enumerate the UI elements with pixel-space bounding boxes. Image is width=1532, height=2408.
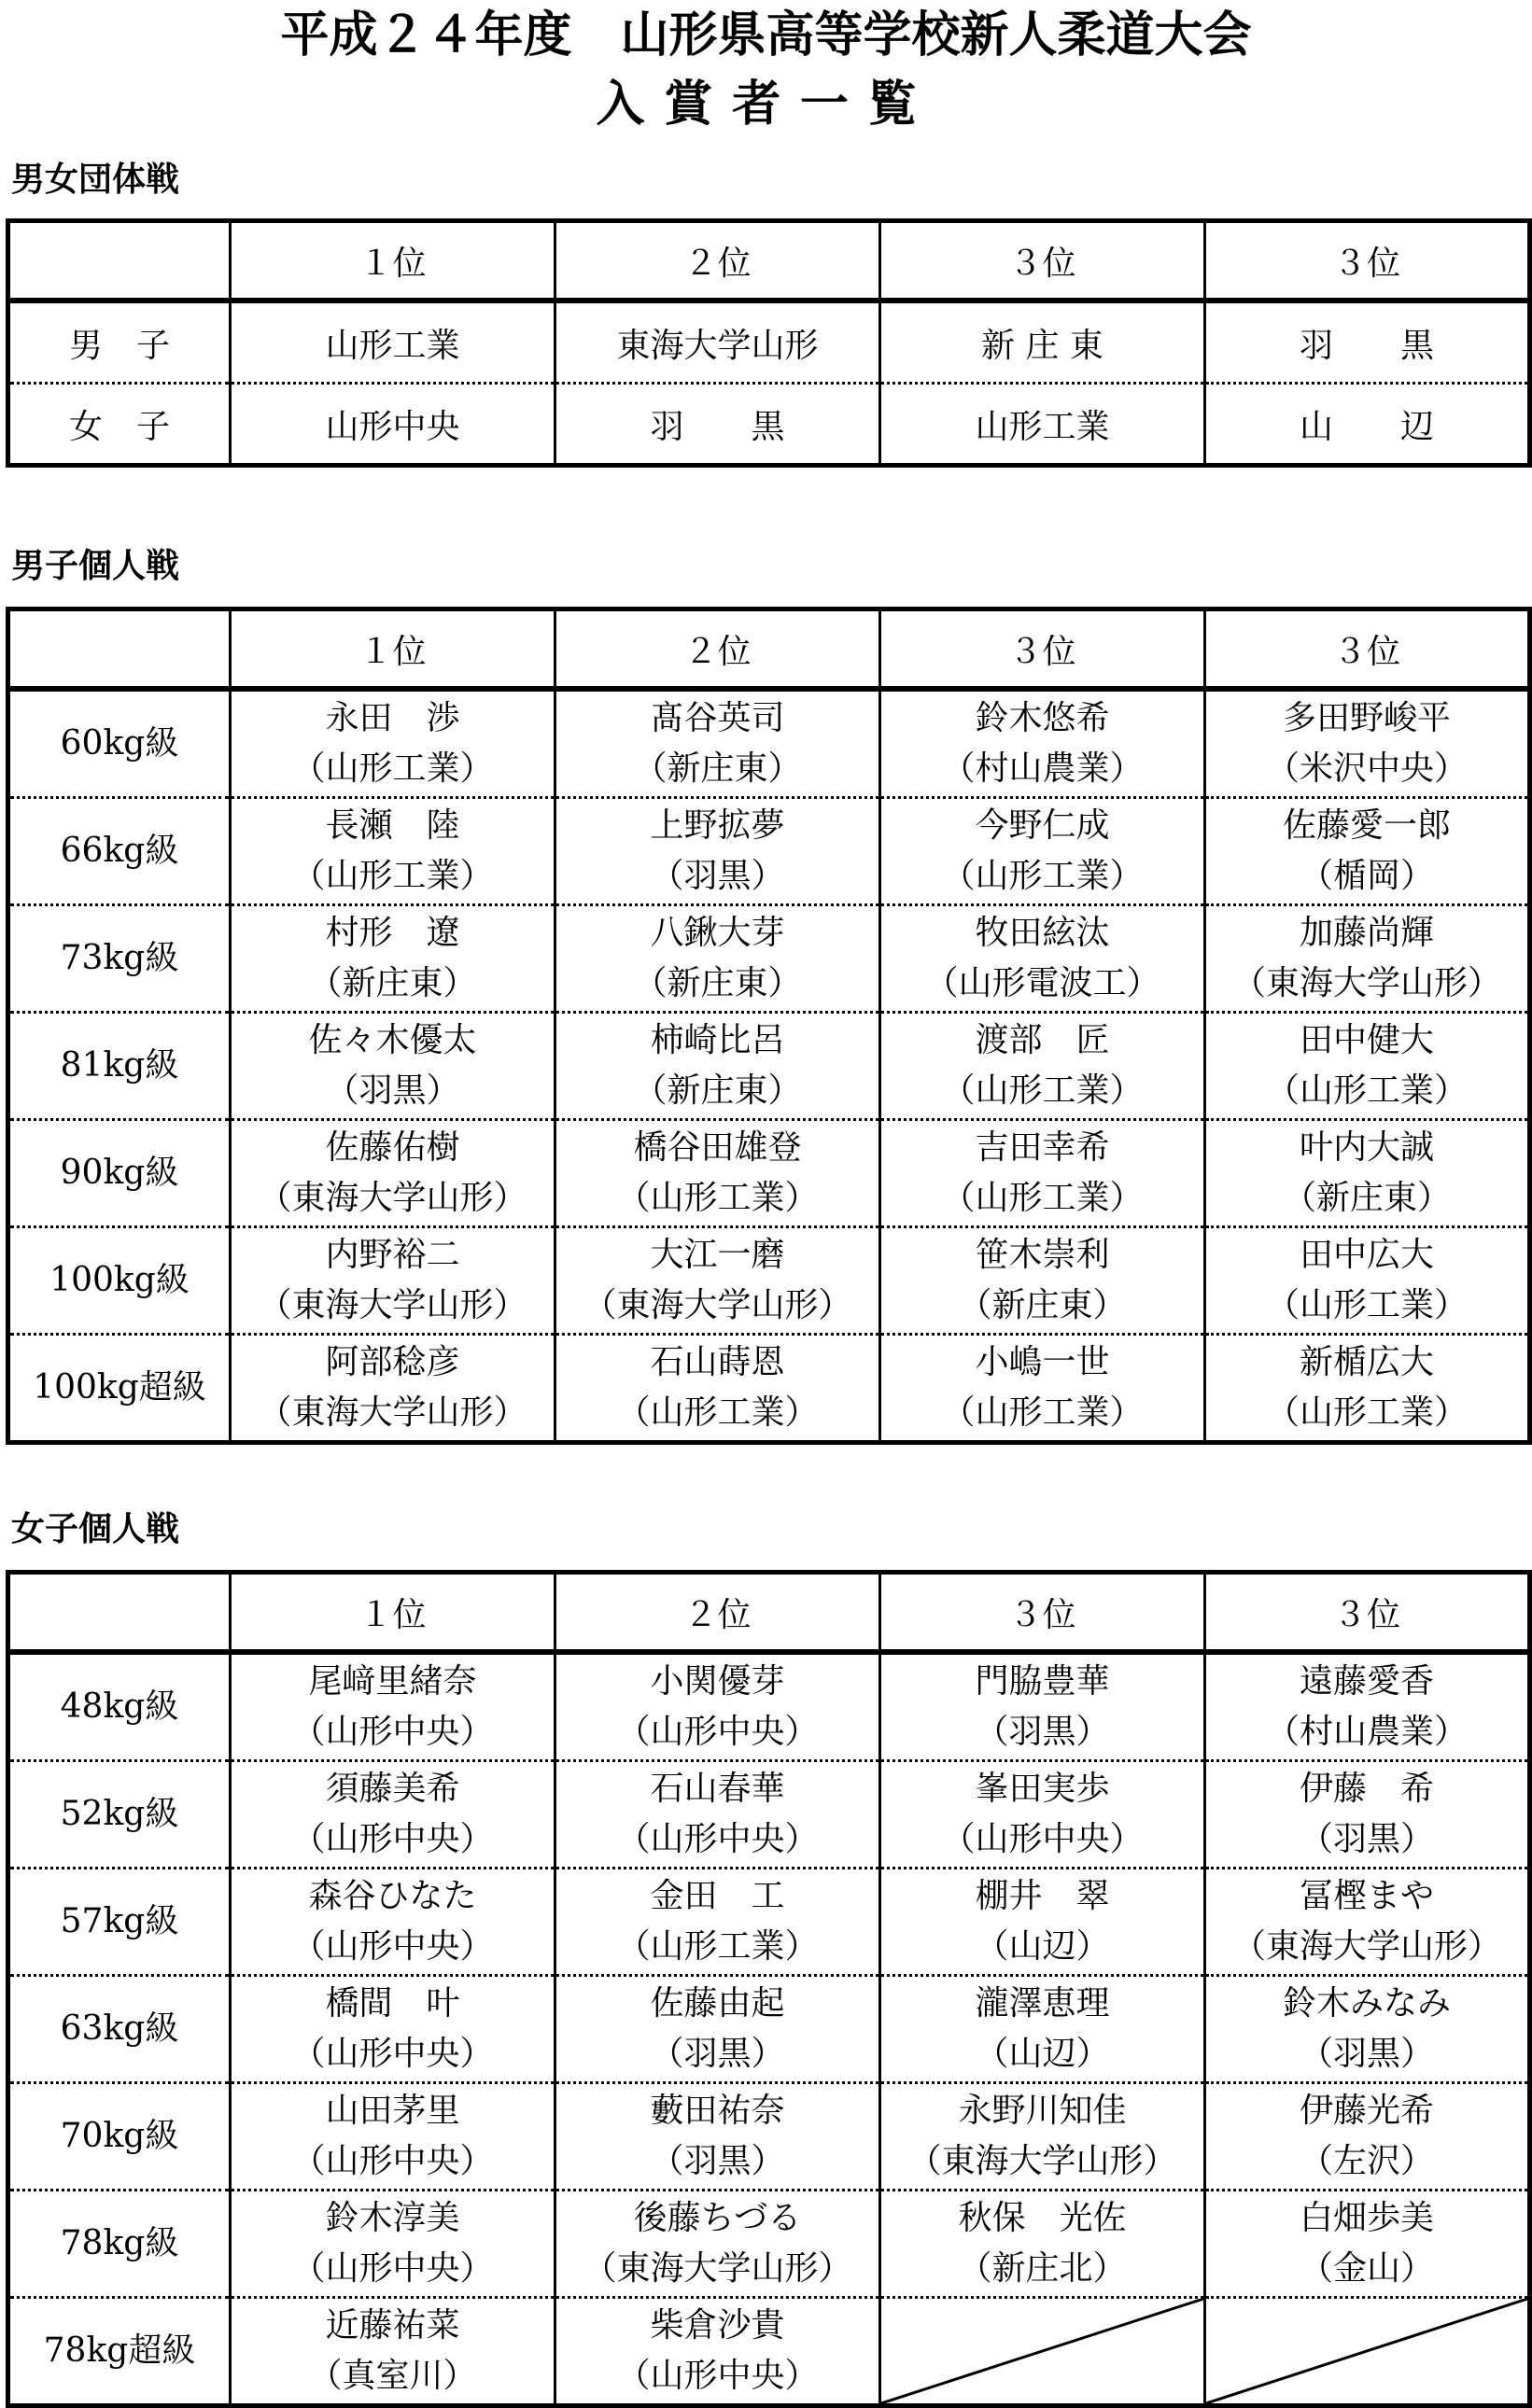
empty-cell-diagonal	[1206, 2299, 1527, 2403]
athlete-name: 瀧澤恵理	[975, 1984, 1110, 2023]
athlete-name: 小嶋一世	[975, 1343, 1110, 1381]
athlete-name: 多田野峻平	[1282, 699, 1451, 737]
athlete-school: （東海大学山形）	[1231, 964, 1501, 1002]
athlete-name: 田中健大	[1299, 1021, 1434, 1059]
athlete-name: 新楯広大	[1299, 1343, 1434, 1381]
athlete-name: 伊藤 希	[1299, 1770, 1434, 1808]
athlete-school: （新庄北）	[958, 2249, 1127, 2288]
athlete-school: （山形工業）	[616, 1927, 819, 1966]
athlete-name: 叶内大誠	[1299, 1128, 1434, 1167]
athlete-name: 石山春華	[650, 1770, 785, 1808]
header-place-3: ３位	[880, 221, 1205, 301]
athlete-school: （山辺）	[975, 2035, 1110, 2073]
page-subtitle: 入賞者一覧	[596, 76, 936, 133]
athlete-name: 秋保 光佐	[958, 2199, 1127, 2237]
athlete-name: 棚井 翠	[975, 1877, 1110, 1915]
result-cell	[1205, 1869, 1530, 1976]
result-cell	[555, 1013, 880, 1120]
header-place-2: ２位	[555, 221, 880, 301]
result-cell	[1205, 1120, 1530, 1227]
athlete-name: 近藤祐菜	[325, 2306, 460, 2345]
result-cell	[1205, 905, 1530, 1013]
header-place-4: ３位	[1205, 609, 1530, 690]
athlete-school: （山形工業）	[941, 1179, 1144, 1217]
athlete-school: （羽黒）	[325, 1071, 460, 1110]
header-place-2: ２位	[555, 1573, 880, 1653]
athlete-name: 髙谷英司	[650, 699, 785, 737]
weight-class-cell: 52kg級	[8, 1761, 231, 1869]
athlete-name: 門脇豊華	[975, 1662, 1110, 1701]
result-cell	[555, 1869, 880, 1976]
athlete-name: 金田 工	[650, 1877, 785, 1915]
result-cell	[1205, 798, 1530, 905]
result-cell	[1205, 1227, 1530, 1335]
athlete-school: （山形電波工）	[924, 964, 1160, 1002]
result-cell	[1205, 689, 1530, 798]
athlete-name: 渡部 匠	[975, 1021, 1110, 1059]
athlete-school: （山形工業）	[616, 1179, 819, 1217]
team-result-cell: 羽 黒	[555, 384, 880, 466]
athlete-school: （新庄東）	[633, 749, 802, 788]
empty-cell-diagonal	[881, 2299, 1203, 2403]
result-cell	[1205, 2191, 1530, 2298]
athlete-school: （東海大学山形）	[258, 1393, 527, 1432]
athlete-school: （山辺）	[975, 1927, 1110, 1966]
athlete-name: 八鍬大芽	[650, 914, 785, 952]
table-row	[8, 905, 1530, 1013]
table-row	[8, 1013, 1530, 1120]
athlete-name: 吉田幸希	[975, 1128, 1110, 1167]
result-cell	[555, 1120, 880, 1227]
athlete-school: （東海大学山形）	[1231, 1927, 1501, 1966]
athlete-name: 尾﨑里緒奈	[308, 1662, 477, 1701]
athlete-school: （東海大学山形）	[907, 2142, 1177, 2180]
athlete-school: （東海大学山形）	[258, 1286, 527, 1324]
athlete-name: 佐々木優太	[308, 1021, 477, 1059]
athlete-school: （山形中央）	[291, 2142, 494, 2180]
weight-class-cell: 66kg級	[8, 798, 231, 905]
team-result-cell: 新 庄 東	[880, 301, 1205, 384]
table-row	[8, 689, 1530, 798]
table-row	[8, 301, 1530, 384]
result-cell	[555, 2298, 880, 2406]
team-result-cell: 山形工業	[231, 301, 555, 384]
athlete-school: （東海大学山形）	[258, 1179, 527, 1217]
athlete-school: （新庄東）	[958, 1286, 1127, 1324]
athlete-school: （金山）	[1299, 2249, 1434, 2288]
athlete-name: 冨樫まや	[1299, 1877, 1434, 1915]
team-division-label: 男 子	[8, 301, 231, 384]
result-cell	[231, 1120, 555, 1227]
header-blank-cell	[8, 1573, 231, 1653]
athlete-name: 白畑歩美	[1299, 2199, 1434, 2237]
athlete-school: （山形中央）	[616, 1820, 819, 1858]
weight-class-cell: 78kg級	[8, 2191, 231, 2298]
athlete-school: （左沢）	[1299, 2142, 1434, 2180]
athlete-school: （米沢中央）	[1265, 749, 1468, 788]
athlete-school: （山形中央）	[941, 1820, 1144, 1858]
table-row	[8, 384, 1530, 466]
athlete-name: 笹木崇利	[975, 1236, 1110, 1274]
weight-class-cell: 90kg級	[8, 1120, 231, 1227]
athlete-name: 須藤美希	[325, 1770, 460, 1808]
result-cell	[555, 1761, 880, 1869]
athlete-name: 鈴木悠希	[975, 699, 1110, 737]
athlete-school: （羽黒）	[975, 1713, 1110, 1751]
header-place-3: ３位	[880, 1573, 1205, 1653]
athlete-school: （山形工業）	[941, 1071, 1144, 1110]
team-results-table	[6, 218, 1532, 468]
athlete-name: 山田茅里	[325, 2092, 460, 2130]
athlete-school: （羽黒）	[650, 2035, 785, 2073]
athlete-school: （山形中央）	[291, 1820, 494, 1858]
result-cell	[231, 2191, 555, 2298]
result-cell	[231, 689, 555, 798]
men-section-title: 男子個人戦	[11, 546, 180, 585]
result-cell	[880, 1227, 1205, 1335]
team-result-cell: 山形中央	[231, 384, 555, 466]
athlete-school: （山形工業）	[616, 1393, 819, 1432]
table-row	[8, 1976, 1530, 2083]
table-row	[8, 2083, 1530, 2191]
table-row	[8, 1335, 1530, 1443]
weight-class-cell: 100kg級	[8, 1227, 231, 1335]
result-cell	[880, 1335, 1205, 1443]
result-cell	[231, 1761, 555, 1869]
table-row	[8, 1227, 1530, 1335]
result-cell	[880, 905, 1205, 1013]
athlete-name: 小関優芽	[650, 1662, 785, 1701]
weight-class-cell: 63kg級	[8, 1976, 231, 2083]
page-title: 平成２４年度 山形県高等学校新人柔道大会	[280, 7, 1252, 63]
athlete-name: 長瀬 陸	[325, 806, 460, 845]
header-blank-cell	[8, 221, 231, 301]
result-cell	[231, 798, 555, 905]
athlete-name: 鈴木淳美	[325, 2199, 460, 2237]
women-results-table	[6, 1570, 1532, 2408]
result-cell	[880, 689, 1205, 798]
athlete-school: （村山農業）	[1265, 1713, 1468, 1751]
result-cell	[555, 1652, 880, 1761]
women-section-title: 女子個人戦	[11, 1509, 180, 1548]
men-results-table	[6, 607, 1532, 1445]
athlete-name: 森谷ひなた	[308, 1877, 477, 1915]
athlete-name: 柿崎比呂	[650, 1021, 785, 1059]
weight-class-cell: 48kg級	[8, 1652, 231, 1761]
athlete-name: 佐藤佑樹	[325, 1128, 460, 1167]
weight-class-cell: 57kg級	[8, 1869, 231, 1976]
athlete-school: （新庄東）	[633, 964, 802, 1002]
header-place-4: ３位	[1205, 1573, 1530, 1653]
team-division-label: 女 子	[8, 384, 231, 466]
athlete-school: （東海大学山形）	[583, 1286, 852, 1324]
athlete-school: （村山農業）	[941, 749, 1144, 788]
athlete-name: 田中広大	[1299, 1236, 1434, 1274]
result-cell	[1205, 1013, 1530, 1120]
team-result-cell: 山形工業	[880, 384, 1205, 466]
result-cell	[231, 1652, 555, 1761]
athlete-school: （新庄東）	[308, 964, 477, 1002]
athlete-school: （羽黒）	[1299, 2035, 1434, 2073]
table-row	[8, 1120, 1530, 1227]
header-place-2: ２位	[555, 609, 880, 690]
result-cell	[880, 1761, 1205, 1869]
table-header-row	[8, 1573, 1530, 1653]
athlete-school: （羽黒）	[650, 2142, 785, 2180]
athlete-school: （東海大学山形）	[583, 2249, 852, 2288]
header-place-3: ３位	[880, 609, 1205, 690]
table-row	[8, 1869, 1530, 1976]
athlete-school: （真室川）	[308, 2357, 477, 2395]
athlete-name: 牧田絃汰	[975, 914, 1110, 952]
athlete-name: 石山蒔恩	[650, 1343, 785, 1381]
result-cell	[231, 2298, 555, 2406]
weight-class-cell: 100kg超級	[8, 1335, 231, 1443]
table-header-row	[8, 221, 1530, 301]
team-result-cell: 東海大学山形	[555, 301, 880, 384]
athlete-school: （新庄東）	[633, 1071, 802, 1110]
athlete-name: 佐藤愛一郎	[1282, 806, 1451, 845]
athlete-name: 村形 遼	[325, 914, 460, 952]
table-row	[8, 1652, 1530, 1761]
team-section-title: 男女団体戦	[11, 160, 180, 199]
athlete-school: （山形中央）	[291, 2249, 494, 2288]
result-cell	[1205, 1652, 1530, 1761]
header-place-1: １位	[231, 1573, 555, 1653]
team-result-cell: 羽 黒	[1205, 301, 1530, 384]
athlete-school: （羽黒）	[1299, 1820, 1434, 1858]
result-cell	[1205, 1976, 1530, 2083]
athlete-school: （山形工業）	[291, 857, 494, 895]
athlete-school: （山形工業）	[941, 857, 1144, 895]
athlete-name: 大江一磨	[650, 1236, 785, 1274]
weight-class-cell: 60kg級	[8, 689, 231, 798]
result-cell	[555, 798, 880, 905]
athlete-school: （山形中央）	[291, 1713, 494, 1751]
result-cell	[880, 1120, 1205, 1227]
athlete-name: 内野裕二	[325, 1236, 460, 1274]
result-cell	[231, 1976, 555, 2083]
athlete-school: （羽黒）	[650, 857, 785, 895]
athlete-name: 永田 渉	[325, 699, 460, 737]
weight-class-cell: 73kg級	[8, 905, 231, 1013]
result-cell	[231, 1335, 555, 1443]
result-cell	[555, 1335, 880, 1443]
athlete-name: 佐藤由起	[650, 1984, 785, 2023]
result-cell	[880, 2191, 1205, 2298]
athlete-school: （山形中央）	[616, 1713, 819, 1751]
athlete-school: （山形工業）	[1265, 1286, 1468, 1324]
result-cell	[1205, 1761, 1530, 1869]
empty-result-cell	[880, 2298, 1205, 2406]
result-cell	[231, 2083, 555, 2191]
athlete-name: 今野仁成	[975, 806, 1110, 845]
athlete-school: （山形工業）	[291, 749, 494, 788]
result-cell	[880, 1013, 1205, 1120]
athlete-name: 永野川知佳	[958, 2092, 1127, 2130]
result-cell	[231, 1013, 555, 1120]
weight-class-cell: 78kg超級	[8, 2298, 231, 2406]
weight-class-cell: 81kg級	[8, 1013, 231, 1120]
table-header-row	[8, 609, 1530, 690]
athlete-name: 伊藤光希	[1299, 2092, 1434, 2130]
athlete-school: （山形工業）	[1265, 1393, 1468, 1432]
table-row	[8, 798, 1530, 905]
athlete-school: （山形工業）	[1265, 1071, 1468, 1110]
athlete-name: 鈴木みなみ	[1282, 1984, 1451, 2023]
athlete-school: （新庄東）	[1282, 1179, 1451, 1217]
result-cell	[555, 1976, 880, 2083]
result-cell	[1205, 2083, 1530, 2191]
athlete-school: （山形中央）	[291, 2035, 494, 2073]
athlete-school: （山形工業）	[941, 1393, 1144, 1432]
athlete-name: 後藤ちづる	[633, 2199, 802, 2237]
result-cell	[880, 2083, 1205, 2191]
table-row	[8, 2298, 1530, 2406]
athlete-school: （山形中央）	[291, 1927, 494, 1966]
result-cell	[880, 1976, 1205, 2083]
result-cell	[555, 689, 880, 798]
team-result-cell: 山 辺	[1205, 384, 1530, 466]
athlete-name: 橋間 叶	[325, 1984, 460, 2023]
athlete-school: （楯岡）	[1299, 857, 1434, 895]
header-place-1: １位	[231, 221, 555, 301]
result-cell	[555, 2083, 880, 2191]
result-cell	[880, 1652, 1205, 1761]
result-cell	[555, 1227, 880, 1335]
result-cell	[555, 905, 880, 1013]
header-blank-cell	[8, 609, 231, 690]
result-cell	[231, 905, 555, 1013]
athlete-name: 阿部稔彦	[325, 1343, 460, 1381]
result-cell	[231, 1869, 555, 1976]
result-cell	[880, 798, 1205, 905]
header-place-4: ３位	[1205, 221, 1530, 301]
empty-result-cell	[1205, 2298, 1530, 2406]
result-cell	[1205, 1335, 1530, 1443]
header-place-1: １位	[231, 609, 555, 690]
athlete-name: 藪田祐奈	[650, 2092, 785, 2130]
athlete-name: 遠藤愛香	[1299, 1662, 1434, 1701]
result-cell	[555, 2191, 880, 2298]
athlete-name: 上野拡夢	[650, 806, 785, 845]
athlete-name: 加藤尚輝	[1299, 914, 1434, 952]
table-row	[8, 2191, 1530, 2298]
athlete-name: 峯田実歩	[975, 1770, 1110, 1808]
weight-class-cell: 70kg級	[8, 2083, 231, 2191]
result-cell	[231, 1227, 555, 1335]
athlete-school: （山形中央）	[616, 2357, 819, 2395]
athlete-name: 柴倉沙貴	[650, 2306, 785, 2345]
result-cell	[880, 1869, 1205, 1976]
athlete-name: 橋谷田雄登	[633, 1128, 802, 1167]
table-row	[8, 1761, 1530, 1869]
